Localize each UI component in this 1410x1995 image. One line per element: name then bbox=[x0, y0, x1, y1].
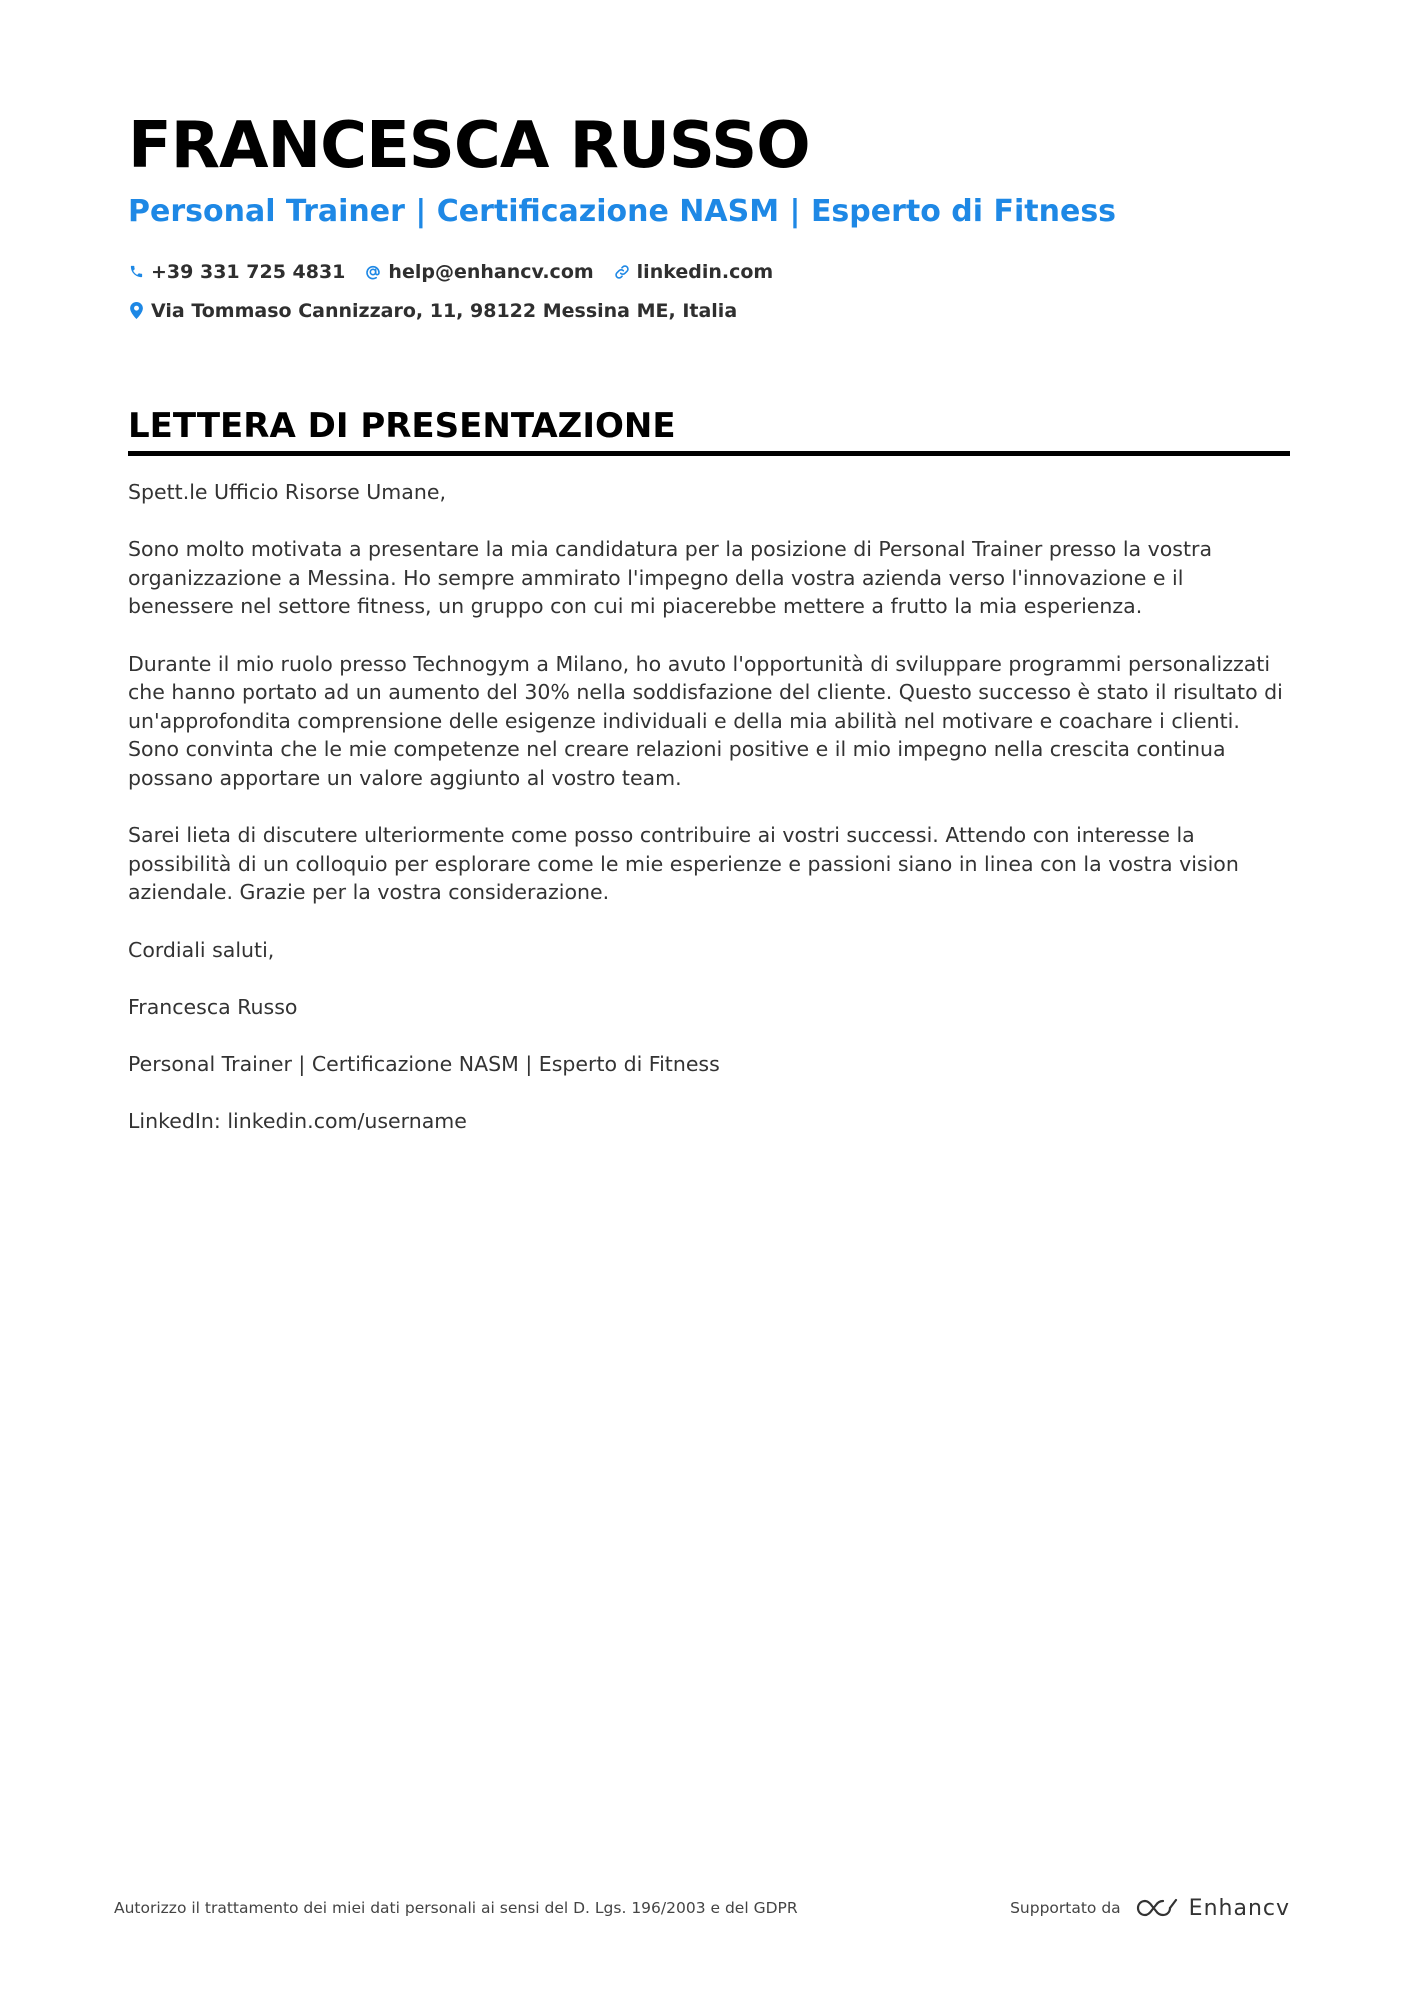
contact-info bbox=[128, 252, 1288, 330]
candidate-headline: Personal Trainer | Certificazione NASM | Esperto di Fitness bbox=[128, 194, 1117, 229]
powered-by-label: Supportato da bbox=[1010, 1899, 1121, 1917]
section-title: LETTERA DI PRESENTAZIONE bbox=[128, 403, 1290, 456]
linkedin-url: linkedin.com bbox=[636, 260, 774, 283]
letter-salutation: Spett.le Ufficio Risorse Umane, bbox=[128, 480, 446, 504]
address-text: Via Tommaso Cannizzaro, 11, 98122 Messina ME, Italia bbox=[151, 299, 738, 322]
letter-closing: Cordiali saluti, bbox=[128, 937, 275, 962]
contact-row-primary bbox=[128, 252, 1288, 291]
phone-number: +39 331 725 4831 bbox=[151, 260, 346, 283]
contact-email[interactable] bbox=[365, 261, 593, 283]
letter-paragraph: Durante il mio ruolo presso Technogym a Milano, ho avuto l'opportunità di sviluppare programmi personalizzati che hanno portato ad un aumento del 30% nella soddisfazione del cliente. Questo successo è stato il risultato di un'approfondita comprensione delle esigenze individuali e della mia abilità nel motivare e coachare i clienti. Sono convinta che le mie competenze nel creare relazioni positive e il mio impegno nella crescita continua possano apportare un valore aggiunto al vostro team. bbox=[128, 651, 1283, 790]
page-footer bbox=[114, 1888, 1290, 1928]
brand-name: Enhancv bbox=[1188, 1895, 1290, 1921]
enhancv-logo-icon bbox=[1133, 1896, 1179, 1920]
letter-paragraph: Sarei lieta di discutere ulteriormente come posso contribuire ai vostri successi. Attendo con interesse la possibilità di un colloquio per esplorare come le mie esperienze e passioni siano in linea con la vostra vision aziendale. Grazie per la vostra considerazione. bbox=[128, 823, 1239, 905]
contact-address bbox=[128, 300, 737, 322]
contact-row-address bbox=[128, 291, 1288, 330]
contact-linkedin[interactable] bbox=[614, 261, 774, 283]
candidate-name: FRANCESCA RUSSO bbox=[128, 109, 810, 183]
contact-phone[interactable] bbox=[128, 261, 345, 283]
signature-title: Personal Trainer | Certificazione NASM | Esperto di Fitness bbox=[128, 1051, 720, 1076]
phone-icon bbox=[128, 263, 144, 281]
resume-header bbox=[128, 108, 1288, 330]
powered-by[interactable] bbox=[1010, 1896, 1290, 1921]
signature-linkedin: LinkedIn: linkedin.com/username bbox=[128, 1109, 467, 1134]
cover-letter-section bbox=[128, 403, 1290, 1164]
email-address: help@enhancv.com bbox=[388, 260, 594, 283]
privacy-consent-note: Autorizzo il trattamento dei miei dati personali ai sensi del D. Lgs. 196/2003 e del GDPR bbox=[114, 1899, 798, 1917]
at-icon bbox=[365, 263, 381, 281]
location-pin-icon bbox=[128, 302, 144, 320]
signature-name: Francesca Russo bbox=[128, 994, 298, 1019]
letter-paragraph: Sono molto motivata a presentare la mia candidatura per la posizione di Personal Trainer presso la vostra organizzazione a Messina. Ho sempre ammirato l'impegno della vostra azienda verso l'innovazione e il benessere nel settore fitness, un gruppo con cui mi piacerebbe mettere a frutto la mia esperienza. bbox=[128, 537, 1213, 619]
link-icon bbox=[614, 263, 630, 281]
letter-body bbox=[128, 478, 1290, 1136]
